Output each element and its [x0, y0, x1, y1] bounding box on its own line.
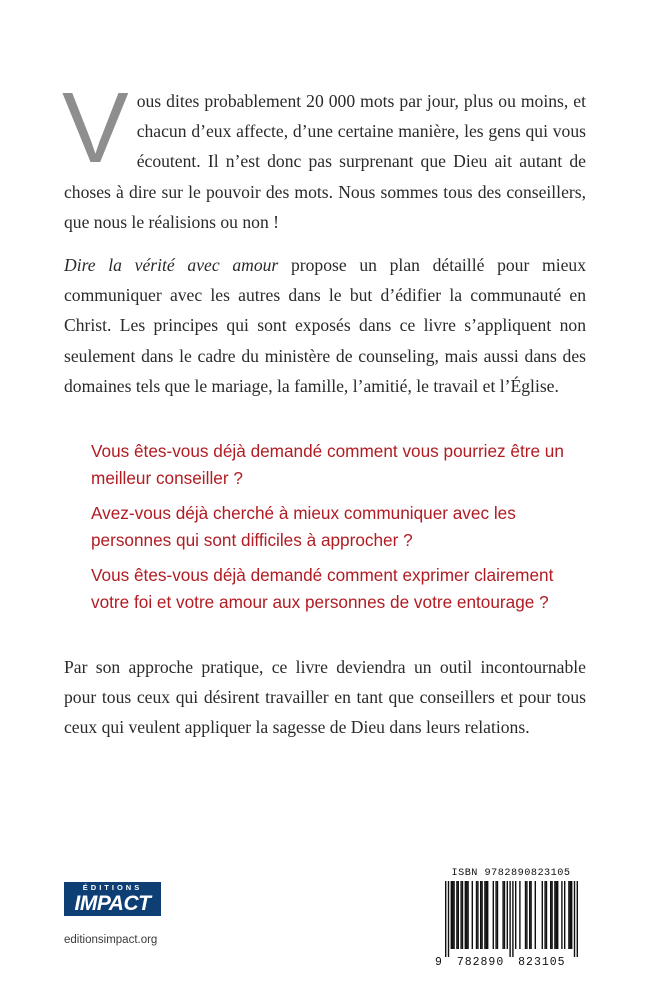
barcode-bar	[484, 881, 485, 949]
isbn-digit-group-1: 782890	[456, 956, 505, 969]
barcode-bar	[556, 881, 557, 949]
barcode-bar	[481, 881, 482, 949]
barcode-bar	[493, 881, 494, 949]
barcode-bar	[577, 881, 578, 957]
barcode-bar	[519, 881, 520, 949]
summary-text: propose un plan détaillé pour mieux communiquer avec les autres dans le but d’édifier la communauté en Christ. Les principes qui sont exposés dans ce livre s’appliquent non seulement dans le cadre du ministère de counseling, mais aussi dans des domaines tels que le mariage, la famille, l’amitié, le travail et l’Église.	[64, 255, 586, 396]
barcode-bar	[515, 881, 516, 949]
isbn-barcode	[435, 868, 587, 974]
barcode-bar	[465, 881, 466, 949]
question-item: Vous êtes-vous déjà demandé comment vous pourriez être un meilleur conseiller ?	[91, 441, 564, 488]
barcode-bar	[452, 881, 453, 949]
barcode-bar	[480, 881, 481, 949]
summary-paragraph	[64, 250, 586, 401]
barcode-bar	[472, 881, 473, 949]
barcode-bar	[458, 881, 459, 949]
barcode-bar	[487, 881, 488, 949]
barcode-bar	[462, 881, 463, 949]
book-title: Dire la vérité avec amour	[64, 255, 279, 275]
barcode-bar	[571, 881, 572, 949]
barcode-bar	[486, 881, 487, 949]
intro-text: ous dites probablement 20 000 mots par jour, plus ou moins, et chacun d’eux affecte, d’une certaine manière, les gens qui vous écoutent. Il n’est donc pas surprenant que Dieu ait autant de choses à dire sur le pouvoir des mots. Nous sommes tous des conseillers, que nous le réalisions ou non !	[64, 91, 586, 232]
barcode-bar	[509, 881, 510, 957]
barcode-bar	[529, 881, 530, 949]
intro-paragraph	[62, 72, 586, 237]
barcode-bar	[554, 881, 555, 949]
isbn-digit-first: 9	[435, 956, 443, 969]
barcode-bar	[445, 881, 446, 957]
logo-top-text: ÉDITIONS	[82, 883, 143, 892]
barcode-bar	[467, 881, 468, 949]
barcode-bar	[453, 881, 454, 949]
barcode-bar	[512, 881, 513, 957]
barcode-bar	[477, 881, 478, 949]
barcode-bar	[460, 881, 461, 949]
closing-paragraph: Par son approche pratique, ce livre deviendra un outil incontournable pour tous ceux qui désirent travailler en tant que conseillers et pour tous ceux qui veulent appliquer la sagesse de Dieu dans leurs relations.	[64, 657, 586, 738]
question-item: Vous êtes-vous déjà demandé comment exprimer clairement votre foi et votre amour aux personnes de votre entourage ?	[91, 565, 554, 612]
barcode-bar	[507, 881, 508, 949]
barcode-bar	[525, 881, 526, 949]
question-item: Avez-vous déjà cherché à mieux communiquer avec les personnes qui sont difficiles à approcher ?	[91, 503, 516, 550]
dropcap-letter: V	[62, 72, 129, 184]
barcode-bar	[546, 881, 547, 949]
barcode-bar	[550, 881, 551, 949]
barcode-bar	[476, 881, 477, 949]
barcode-bar	[564, 881, 565, 949]
isbn-digit-group-2: 823105	[518, 956, 566, 969]
barcode-bar	[551, 881, 552, 949]
barcode-bar	[542, 881, 543, 949]
barcode-bar	[526, 881, 527, 949]
barcode-bar	[448, 881, 449, 957]
isbn-label: ISBN 9782890823105	[451, 868, 571, 879]
barcode-bar	[466, 881, 467, 949]
barcode-bar	[568, 881, 569, 949]
barcode-bar	[451, 881, 452, 949]
barcode-bar	[502, 881, 503, 949]
barcode-bar	[557, 881, 558, 949]
publisher-website: editionsimpact.org	[64, 934, 158, 946]
barcode-bar	[544, 881, 545, 949]
barcode-bar	[504, 881, 505, 949]
barcode-bar	[530, 881, 531, 949]
barcode-bar	[561, 881, 562, 949]
logo-main-text: IMPACT	[74, 892, 151, 915]
barcode-bar	[456, 881, 457, 949]
barcode-bar	[495, 881, 496, 949]
questions-list	[91, 438, 581, 624]
barcode-bar	[535, 881, 536, 949]
isbn-digits	[435, 956, 587, 969]
barcode-bar	[574, 881, 575, 957]
barcode-bars	[435, 881, 587, 957]
barcode-bar	[497, 881, 498, 949]
publisher-logo	[64, 882, 161, 916]
barcode-bar	[570, 881, 571, 949]
